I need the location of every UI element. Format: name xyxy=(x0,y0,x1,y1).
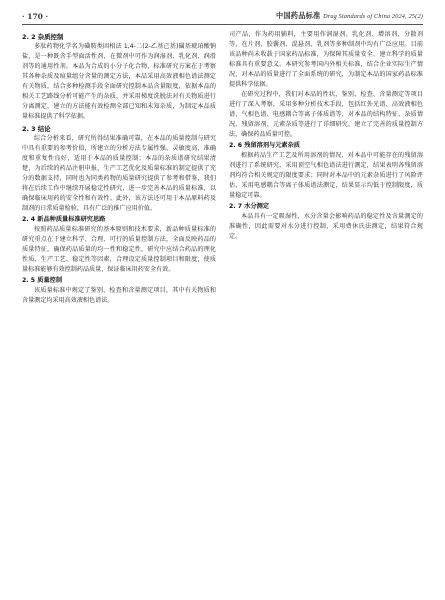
paragraph: 在研究过程中，我们对本品的性状、鉴别、检查、含量测定等项目进行了深入考察，采用多种分析技术手段，包括红外光谱、高效液相色谱、气相色谱、电感耦合等离子体质谱等，对本品的结构特征、杂质情况、残留溶剂、元素杂质等进行了详细研究，建立了完善的质量控制方法，确保药品质量可控。 xyxy=(229,91,423,138)
paragraph: 本品具有一定吸湿性，水分含量会影响药品的稳定性及含量测定的准确性，因此需要对水分进行控制，采用费休氏法测定，结果符合规定。 xyxy=(229,213,423,240)
journal-title-cn: 中国药品标准 xyxy=(276,11,321,20)
paragraph: 多肽药物化学名为磺胺类固相法 1,4-二(2-乙基己基)磺基琥珀酸钠盐，是一种既含手型面活性剂，在微剂中可作为润湿剂、乳化剂、润滑剂等的通用性剂。本品为合成的小分子化合物，标准研究方案在于考察其各种杂质及痕量组分含量的测定方法，本品采用高效液相色谱法测定有关物质，结合多种检测手段全面研究控制本品含量限度，依据本品的相关工艺路线分析可能产生的杂质，并采用梯度洗脱法对有关物质进行分离测定，建立的方法能有效检测全部已知和未知杂质，为制定本品质量标准提供了科学依据。 xyxy=(22,43,216,120)
section-heading-2-4: 2. 4 新品种质量标准研究思路 xyxy=(22,216,106,223)
paragraph: 该质量标准中规定了鉴别、检查和含量测定项目，其中有关物质和含量测定均采用高效液相色谱法。 xyxy=(22,287,216,304)
section-heading-2-6: 2. 6 残留溶剂与元素杂质 xyxy=(229,142,300,149)
paragraph: 按照药品质量标准研究的基本原则和技术要求，新品种质量标准的研究重点在于建立科学、合理、可行的质量控制方法，全面反映药品的质量特征，确保药品质量的均一性和稳定性，研究中应结合药品的理化性质、生产工艺、稳定性等因素，合理设定质量控制项目和限度，使质量标准能够有效控制药品质量，保证临床用药安全有效。 xyxy=(22,226,216,273)
paragraph: 根据药品生产工艺及所用溶剂的情况，对本品中可能存在的残留溶剂进行了系统研究，采用顶空气相色谱法进行测定，结果表明各残留溶剂均符合相关规定的限度要求；同时对本品中的元素杂质进行了风险评估，采用电感耦合等离子体质谱法测定，结果显示均低于控制限度，质量稳定可靠。 xyxy=(229,152,423,199)
paragraph: 司产品，作为药用辅料，主要用作润湿剂、乳化剂、增溶剂、分散剂等，在片剂、胶囊剂、混悬剂、乳剂等多种制剂中均有广泛应用。目前该品种尚未收载于国家药品标准，为保障其质量安全，建立科学的质量标准具有重要意义。本研究参考国内外相关标准，结合企业实际生产情况，对本品的质量进行了全面系统的研究，为制定本品的国家药品标准提供科学依据。 xyxy=(229,31,423,88)
header-rule xyxy=(22,24,423,25)
left-column xyxy=(22,30,216,306)
section-heading-2-2: 2. 2 杂质控制 xyxy=(22,32,64,41)
right-column xyxy=(229,30,423,242)
section-heading-2-5: 2. 5 质量控制 xyxy=(22,277,63,284)
section-heading-2-7: 2. 7 水分测定 xyxy=(229,203,270,210)
journal-title-en: Drug Standards of China 2024, 25(2) xyxy=(323,13,423,20)
running-header xyxy=(22,9,423,23)
page-number: · 170 · xyxy=(22,11,49,21)
journal-title xyxy=(276,11,423,21)
section-heading-2-3: 2. 3 结论 xyxy=(22,124,51,133)
paragraph: 综合分析来看，研究所得结果准确可靠，在本品的质量控制与研究中具有重要的参考价值，所建立的分析方法专属性强、灵敏度高、准确度和重复性良好，适用于本品的质量控制；本品的杂质谱研究结果清楚，为后续的药品注册申报、生产工艺优化及质量标准的制定提供了充分的数据支持，同时也为同类药物的质量研究提供了参考和借鉴，我们将在后续工作中继续开展稳定性研究，进一步完善本品的质量标准，以确保临床用药的安全性和有效性。此外，该方法还可用于本品原料药及制剂的日常质量检验，具有广泛的推广应用价值。 xyxy=(22,135,216,212)
